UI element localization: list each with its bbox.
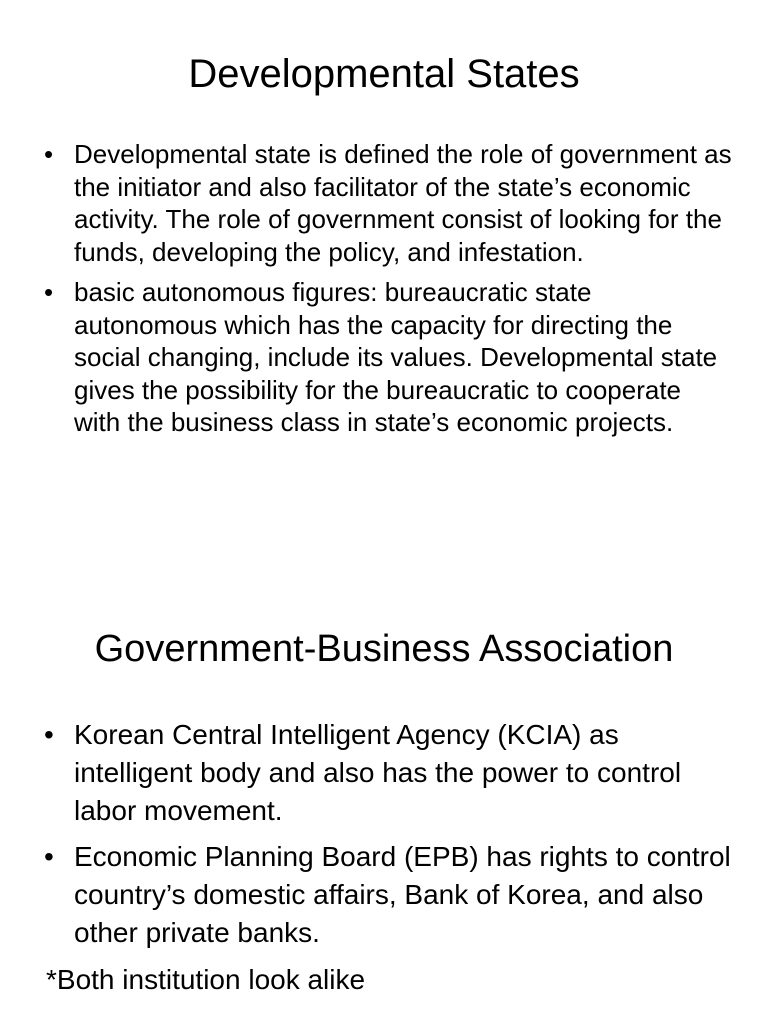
bullet-icon: •	[44, 719, 54, 750]
bullet-icon: •	[44, 841, 54, 872]
bullet-text: basic autonomous figures: bureaucratic state autonomous which has the capacity for directing the social changing, include its values. Developmental state gives the possibility for the bureaucratic to cooperate with the business class in state’s economic projects.	[74, 277, 718, 437]
slide-title: Developmental States	[188, 52, 580, 96]
footnote: *Both institution look alike	[46, 964, 366, 995]
bullet-list	[44, 716, 734, 960]
bullet-text: Economic Planning Board (EPB) has rights to control country’s domestic affairs, Bank of Korea, and also other private banks.	[74, 841, 731, 948]
list-item	[44, 276, 734, 439]
bullet-text: Developmental state is defined the role of government as the initiator and also facilitator of the state’s economic activity. The role of government consist of looking for the funds, developing the policy, and infestation.	[74, 139, 732, 267]
bullet-list	[44, 138, 734, 447]
bullet-icon: •	[44, 277, 54, 307]
list-item	[44, 716, 734, 830]
list-item	[44, 838, 734, 952]
slide-government-business-association	[0, 512, 768, 1024]
list-item	[44, 138, 734, 268]
bullet-text: Korean Central Intelligent Agency (KCIA) as intelligent body and also has the power to control labor movement.	[74, 719, 682, 826]
slide-title: Government-Business Association	[94, 628, 674, 670]
bullet-icon: •	[44, 139, 54, 169]
